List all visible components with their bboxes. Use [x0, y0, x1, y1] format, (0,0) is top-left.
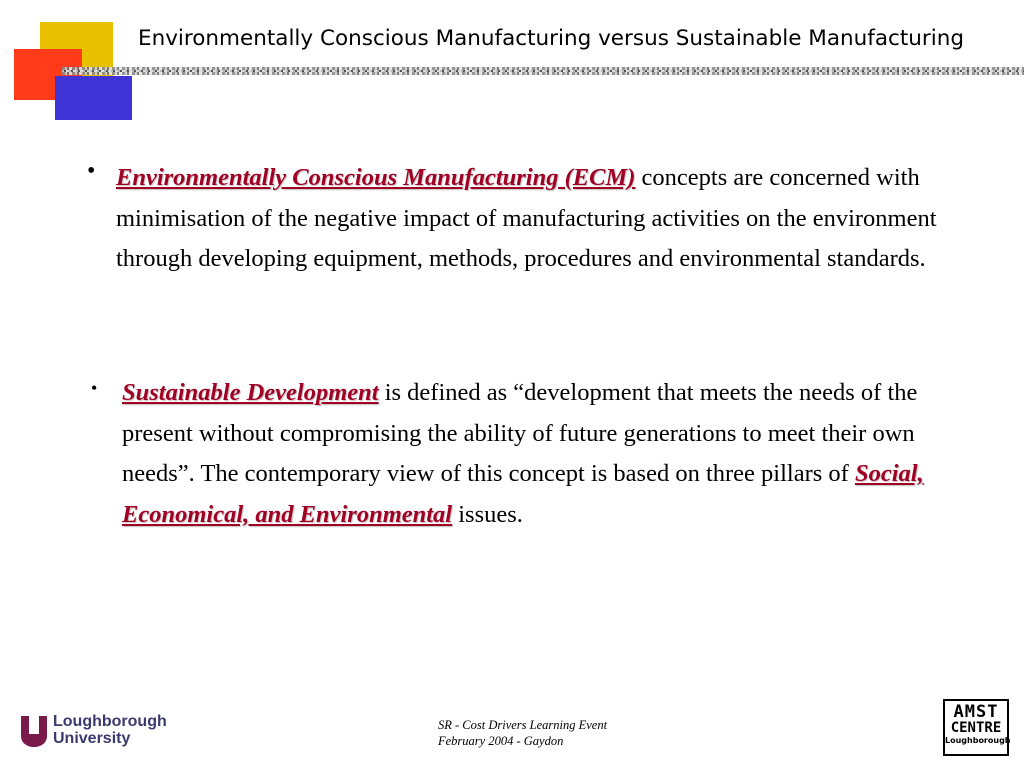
title-divider-texture: [62, 70, 1024, 72]
bullet-marker: •: [87, 158, 96, 184]
university-name-line1: Loughborough: [53, 713, 167, 730]
bullet-ecm: [116, 158, 976, 280]
bullet-marker: •: [91, 378, 98, 398]
decor-square-blue: [55, 76, 132, 120]
university-crest-icon: [19, 714, 49, 748]
bullet-sustainable-development: [122, 373, 982, 535]
footer-text: [438, 717, 607, 749]
amst-centre-logo: [943, 699, 1009, 756]
slide-title: Environmentally Conscious Manufacturing versus Sustainable Manufacturing: [138, 26, 964, 51]
sd-term: Sustainable Development: [122, 379, 379, 406]
footer-date-location: February 2004 - Gaydon: [438, 734, 564, 748]
loughborough-university-logo: [19, 713, 169, 751]
sd-definition: is defined as “development that meets the needs of the present without compromising the ability of future generations to meet their own needs”. The contemporary view of this concept is based on three pillars of: [122, 379, 918, 487]
ecm-term: Environmentally Conscious Manufacturing (ECM): [116, 164, 636, 191]
amst-logo-line1: AMST: [953, 702, 999, 722]
footer-event: SR - Cost Drivers Learning Event: [438, 718, 608, 732]
ecm-description: concepts are concerned with minimisation of the negative impact of manufacturing activities on the environment through developing equipment, methods, procedures and environmental standards.: [116, 164, 937, 272]
university-name-line2: University: [53, 730, 131, 747]
amst-logo-line2: CENTRE: [950, 720, 1002, 736]
pillars-term: Social, Economical, and Environmental: [122, 460, 924, 528]
amst-logo-line3: Loughborough: [945, 736, 1011, 745]
sd-closing: issues.: [452, 500, 523, 528]
